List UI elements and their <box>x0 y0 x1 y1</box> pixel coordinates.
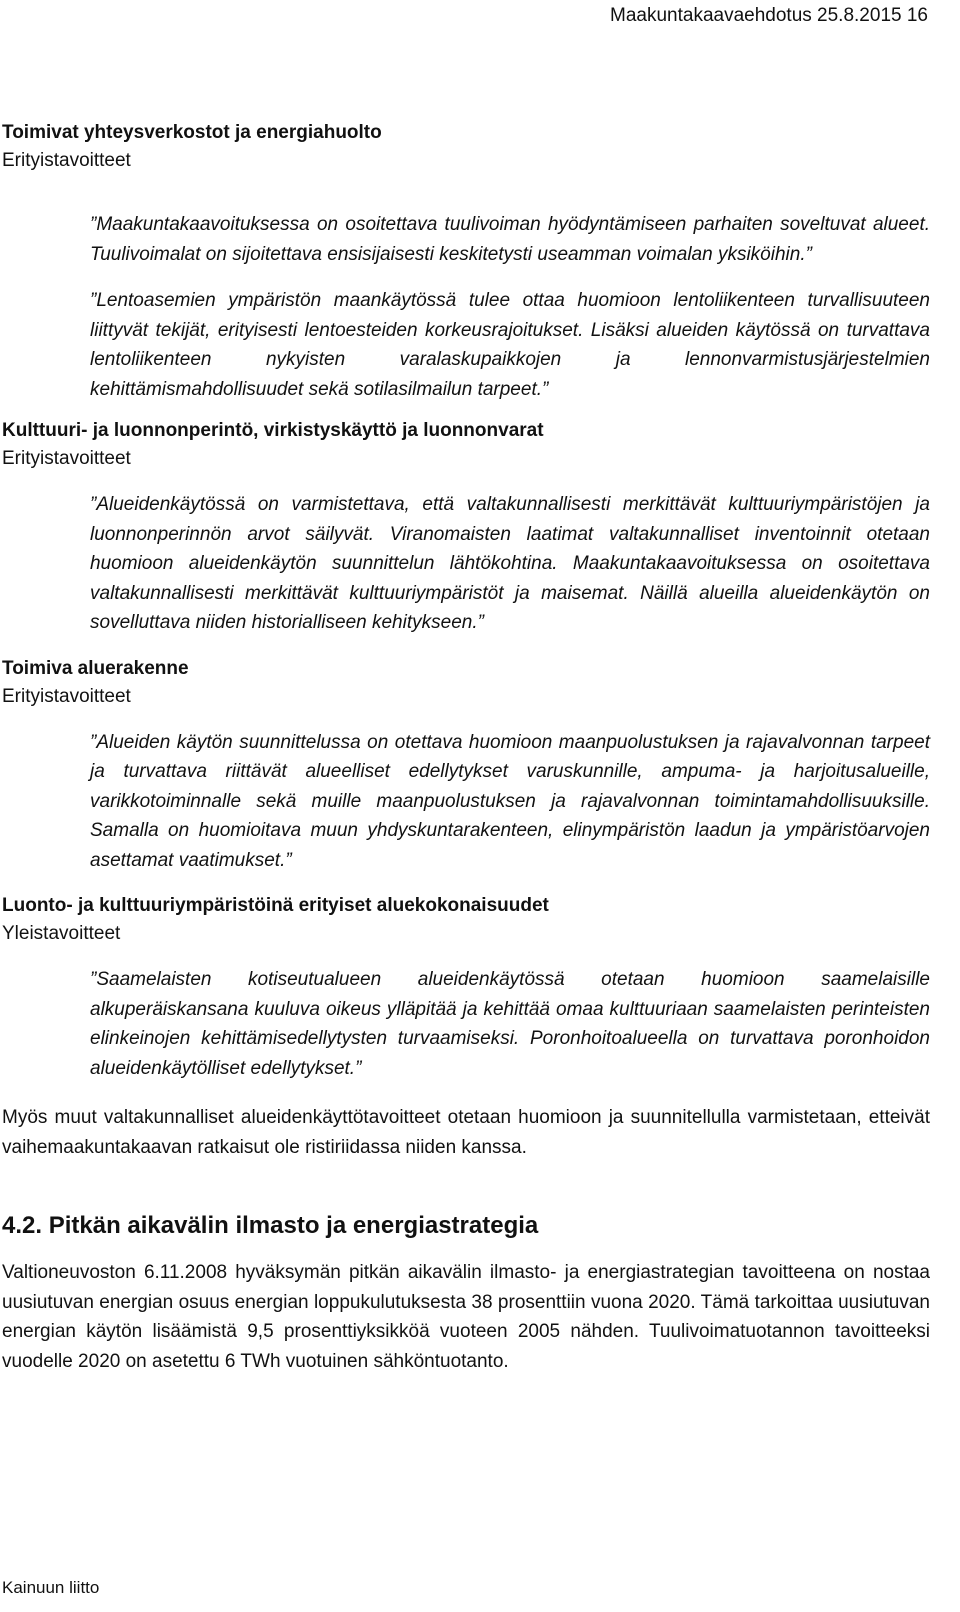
section-title: Toimiva aluerakenne <box>2 657 189 679</box>
quote-paragraph: ”Alueiden käytön suunnittelussa on otettava huomioon maanpuolustuksen ja rajavalvonnan tarpeet ja turvattava riittävät alueelliset edellytykset varuskunnille, ampuma- ja harjoitusalueille, varikkotoiminnalle sekä muille maanpuolustuksen ja rajavalvonnan toimintamahdollisuuksille. Samalla on huomioitava muun yhdyskuntarakenteen, elinympäristön laadun ja ympäristöarvojen asettamat vaatimukset.” <box>90 731 930 871</box>
quote-paragraph: ”Lentoasemien ympäristön maankäytössä tulee ottaa huomioon lentoliikenteen turvallisuuteen liittyvät tekijät, erityisesti lentoesteiden korkeusrajoitukset. Lisäksi alueiden käytössä on turvattava lentoliikenteen nykyisten varalaskupaikkojen ja lennonvarmistusjärjestelmien kehittämismahdollisuudet sekä sotilasilmailun tarpeet.” <box>90 290 930 400</box>
strategy-paragraph: Valtioneuvoston 6.11.2008 hyväksymän pitkän aikavälin ilmasto- ja energiastrategian tavoitteena on nostaa uusiutuvan energian osuus energian loppukulutuksesta 38 prosenttiin vuona 2020. Tämä tarkoittaa uusiutuvan energian käytön lisäämistä 9,5 prosenttiyksikköä vuoteen 2005 nähden. Tuulivoimatuotannon tavoitteeksi vuodelle 2020 on asetettu 6 TWh vuotuinen sähköntuotanto. <box>2 1262 930 1372</box>
quote-paragraph: ”Alueidenkäytössä on varmistettava, että valtakunnallisesti merkittävät kulttuuriympäristöjen ja luonnonperinnön arvot säilyvät. Viranomaisten laatimat valtakunnalliset inventoinnit otetaan huomioon alueidenkäytön suunnittelun lähtökohtina. Maakuntakaavoituksessa on osoitettava valtakunnallisesti merkittävät kulttuuriympäristöt ja maisemat. Näillä alueilla alueidenkäytön on sovelluttava niiden historialliseen kehitykseen.” <box>90 494 930 633</box>
section-title: Toimivat yhteysverkostot ja energiahuolto <box>2 122 382 143</box>
quote-paragraph: ”Saamelaisten kotiseutualueen alueidenkäytössä otetaan huomioon saamelaisille alkuperäiskansana kuuluva oikeus ylläpitää ja kehittää omaa kulttuuriaan saamelaisten perinteisten elinkeinojen kehittämisedellytysten turvaamiseksi. Poronhoitoalueella on turvattava poronhoidon alueidenkäytölliset edellytykset.” <box>90 969 930 1079</box>
page-footer: Kainuun liitto <box>2 1578 100 1597</box>
heading-4-2: 4.2. Pitkän aikavälin ilmasto ja energiastrategia <box>2 1212 539 1239</box>
section-subtitle: Erityistavoitteet <box>2 448 131 469</box>
closing-paragraph: Myös muut valtakunnalliset alueidenkäyttötavoitteet otetaan huomioon ja suunnitellulla varmistetaan, etteivät vaihemaakuntakaavan ratkaisut ole ristiriidassa niiden kanssa. <box>2 1107 930 1158</box>
section-luontokokonaisuudet <box>2 891 930 1083</box>
section-title: Luonto- ja kulttuuriympäristöinä erityiset aluekokonaisuudet <box>2 895 549 916</box>
section-yhteysverkostot <box>2 118 930 404</box>
section-aluerakenne <box>2 654 930 876</box>
section-kulttuuriperinto <box>2 416 930 638</box>
section-subtitle: Yleistavoitteet <box>2 923 121 944</box>
quote-paragraph: ”Maakuntakaavoituksessa on osoitettava tuulivoiman hyödyntämiseen parhaiten soveltuvat alueet. Tuulivoimalat on sijoitettava ensisijaisesti keskitetysti useamman voimalan yksiköihin.” <box>90 214 930 265</box>
section-subtitle: Erityistavoitteet <box>2 685 131 707</box>
page-header: Maakuntakaavaehdotus 25.8.2015 16 <box>610 5 928 26</box>
section-title: Kulttuuri- ja luonnonperintö, virkistyskäyttö ja luonnonvarat <box>2 420 544 441</box>
document-body <box>2 118 930 1376</box>
section-subtitle: Erityistavoitteet <box>2 150 131 171</box>
